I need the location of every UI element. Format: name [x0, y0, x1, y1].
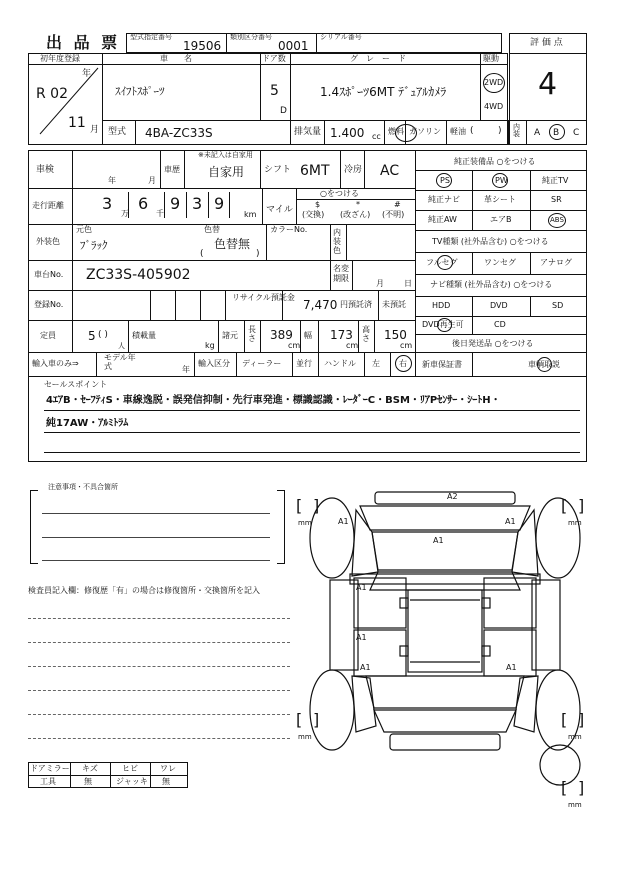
navi-type-label: ナビ種類 (社外品含む) ○をつける	[430, 280, 553, 289]
damage-mark-rear-right: A1	[506, 663, 517, 672]
tread-rr-close: ]	[578, 710, 585, 729]
handle-right: 右	[399, 359, 407, 368]
exterior-color-label: 外装色	[36, 237, 60, 246]
equip-airbag: エアB	[490, 215, 512, 224]
damage-mark-hood: A1	[433, 536, 444, 545]
exchange-symbol: $	[315, 200, 321, 209]
equip-leather: 革シート	[484, 195, 516, 204]
name-change-label: 名変期限	[333, 264, 349, 283]
damage-mark-door-rl: A1	[356, 633, 367, 642]
mileage-sen: 千	[156, 209, 164, 218]
dvd-play-circle	[437, 318, 452, 332]
mileage-label: 走行距離	[32, 201, 64, 210]
sales-line-1: 4ｴｱB・ｾｰﾌﾃｨS・車線逸脱・誤発信抑制・先行車発進・標識認識・ﾚｰﾀﾞｰC・BSM・ﾘｱPｾﾝｻｰ・ｼｰﾄH・	[46, 395, 501, 406]
table-header-break: ワレ	[160, 764, 176, 773]
import-label: 輸入車のみ⇒	[32, 359, 79, 368]
tv-fullseg: フルセグ	[426, 258, 458, 267]
recycle-label: リサイクル預託金	[232, 293, 295, 302]
category-label: 類別区分番号	[230, 33, 272, 41]
recycle-unpaid: 未預託	[382, 300, 406, 309]
table-header-scratch: キズ	[82, 764, 98, 773]
tread-rr-open: [	[561, 710, 568, 729]
equip-navi: 純正ナビ	[428, 195, 460, 204]
tread-rl-mm: mm	[298, 733, 312, 741]
manual-circle	[537, 357, 552, 372]
later-label: 後日発送品 ○をつける	[452, 339, 534, 348]
navi-dvd: DVD	[490, 301, 508, 310]
import-div-label: 輸入区分	[198, 359, 230, 368]
mileage-digit-3: 9	[170, 194, 181, 213]
repaint-paren-close: )	[256, 249, 260, 259]
table-header-crack: ヒビ	[122, 764, 138, 773]
import-parallel: 並行	[296, 359, 312, 368]
fuel-diesel: 軽油	[450, 127, 466, 136]
notes-label: 注意事項・不具合箇所	[48, 483, 118, 491]
year-unit: 年	[82, 69, 92, 79]
unknown-label: (不明)	[382, 210, 405, 219]
inspection-label: 車検	[36, 165, 55, 175]
fuel-label: 燃料	[388, 127, 404, 136]
repaint-label: 色替	[204, 225, 220, 234]
load-unit: kg	[205, 341, 215, 350]
drive-2wd: 2WD	[484, 78, 504, 87]
tv-analog: アナログ	[540, 258, 572, 267]
table-tool: 工具	[40, 777, 56, 786]
capacity-paren: ( )	[98, 330, 108, 340]
interior-c: C	[573, 128, 580, 138]
damage-mark-rear-left: A1	[360, 663, 371, 672]
fuel-paren-open: (	[470, 126, 474, 136]
sales-line-2: 純17AW・ｱﾙﾐﾄﾗﾑ	[46, 418, 129, 429]
tread-spare-mm: mm	[568, 801, 582, 809]
table-jack-value: 無	[162, 777, 170, 786]
cooler-label: 冷房	[344, 165, 363, 175]
fullseg-circle	[437, 255, 453, 270]
equip-tv: 純正TV	[542, 176, 569, 185]
grade-value: 1.4ｽﾎﾟｰﾂ6MT ﾃﾞｭｱﾙｶﾒﾗ	[320, 85, 447, 99]
orig-color-label: 元色	[76, 225, 92, 234]
mileage-man: 万	[121, 209, 129, 218]
rating-value: 4	[538, 67, 558, 102]
width-unit: cm	[346, 341, 359, 350]
mileage-digit-2: 6	[138, 194, 149, 213]
mileage-km: km	[244, 210, 257, 219]
unknown-symbol: #	[394, 200, 401, 209]
tread-fl-close: ]	[313, 496, 320, 515]
table-header-mirror: ドアミラー	[30, 764, 70, 773]
navi-dvd-play: DVD再生可	[422, 320, 464, 329]
capacity-value: 5	[88, 329, 96, 343]
color-no-label: カラーNo.	[270, 225, 308, 234]
equip-abs: ABS	[550, 216, 564, 224]
table-tool-value: 無	[84, 777, 92, 786]
later-manual: 車輌取説	[528, 360, 560, 369]
first-reg-year: R 02	[36, 86, 68, 102]
first-reg-label: 初年度登録	[40, 54, 80, 63]
repaint-paren-open: (	[200, 249, 204, 259]
load-label: 積載量	[132, 331, 156, 340]
displacement-label: 排気量	[294, 127, 322, 137]
serial-label: シリアル番号	[320, 33, 362, 41]
damage-mark-door-fl: A1	[356, 583, 367, 592]
reg-no-label: 登録No.	[34, 300, 64, 309]
modified-label: (改ざん)	[340, 210, 371, 219]
model-year-unit: 年	[182, 365, 190, 374]
height-label: 高さ	[362, 325, 370, 343]
interior-b: B	[553, 128, 560, 138]
sales-label: セールスポイント	[44, 380, 108, 389]
dims-label: 諸元	[222, 331, 238, 340]
tread-rr-mm: mm	[568, 733, 582, 741]
width-label: 幅	[304, 331, 312, 340]
tread-rl-open: [	[296, 710, 303, 729]
navi-hdd: HDD	[432, 301, 451, 310]
equip-aw: 純正AW	[428, 215, 457, 224]
page-title: 出 品 票	[46, 33, 121, 52]
type-approval-value: 19506	[183, 39, 222, 53]
interior-label: 内装	[513, 123, 520, 138]
interior-color-label: 内装色	[333, 228, 341, 255]
mileage-digit-4: 3	[192, 194, 203, 213]
damage-mark-front-right: A1	[505, 517, 516, 526]
model-year-label: モデル年式	[104, 353, 136, 371]
displacement-unit: cc	[372, 132, 381, 141]
equip-sr: SR	[551, 195, 562, 204]
fuel-paren-close: )	[498, 126, 502, 136]
history-value: 自家用	[208, 165, 245, 179]
history-note: ※未記入は自家用	[198, 151, 253, 159]
tread-rl-close: ]	[313, 710, 320, 729]
table-jack: ジャッキ	[116, 777, 148, 786]
length-unit: cm	[288, 341, 301, 350]
inspection-month: 月	[148, 176, 156, 185]
history-label: 車歴	[164, 165, 180, 174]
oem-label: 純正装備品 ○をつける	[454, 157, 536, 166]
doors-label: ドア数	[262, 54, 286, 63]
rating-label: 評 価 点	[530, 38, 563, 48]
tread-fr-open: [	[561, 496, 568, 515]
height-value: 150	[384, 328, 407, 342]
later-warranty: 新車保証書	[422, 360, 462, 369]
month-unit: 月	[90, 125, 100, 135]
fuel-gasoline: ガソリン	[409, 127, 441, 136]
tread-fl-open: [	[296, 496, 303, 515]
name-change-month: 月	[376, 279, 384, 288]
mile-label: マイル	[266, 205, 293, 215]
modified-symbol: *	[356, 200, 360, 209]
recycle-value: 7,470	[303, 298, 338, 312]
cooler-value: AC	[380, 163, 400, 179]
import-dealer: ディーラー	[242, 359, 282, 368]
tread-fr-mm: mm	[568, 519, 582, 527]
mileage-digit-1: 3	[102, 194, 113, 213]
tv-type-label: TV種類 (社外品含む) ○をつける	[432, 237, 549, 246]
shift-value: 6MT	[300, 163, 330, 179]
type-approval-label: 型式指定番号	[130, 33, 172, 41]
height-unit: cm	[400, 341, 413, 350]
damage-mark-front-bumper: A2	[447, 492, 458, 501]
repaint-value: 色替無	[214, 237, 251, 251]
tv-oneseg: ワンセグ	[484, 258, 516, 267]
navi-cd: CD	[494, 320, 506, 329]
drive-4wd: 4WD	[484, 102, 504, 111]
tread-fl-mm: mm	[298, 519, 312, 527]
handle-label: ハンドル	[324, 359, 356, 368]
car-damage-diagram	[290, 470, 600, 810]
notes-bracket-right	[277, 490, 285, 564]
fuel-selected-circle	[395, 124, 417, 142]
equip-pw: PW	[495, 176, 508, 185]
chassis-value: ZC33S-405902	[86, 267, 191, 283]
model-label: 型式	[108, 127, 127, 137]
doors-value: 5	[270, 83, 279, 99]
length-label: 長さ	[248, 325, 256, 343]
inspection-year: 年	[108, 176, 116, 185]
category-value: 0001	[278, 39, 309, 53]
car-name-label: 車 名	[160, 54, 192, 63]
capacity-unit: 人	[118, 342, 125, 350]
damage-mark-front-left: A1	[338, 517, 349, 526]
doors-sub: D	[280, 106, 287, 116]
model-value: 4BA-ZC33S	[145, 126, 213, 140]
name-change-day: 日	[404, 279, 412, 288]
equip-ps: PS	[440, 176, 450, 185]
width-value: 173	[330, 328, 353, 342]
car-name-value: ｽｲﾌﾄｽﾎﾟｰﾂ	[115, 85, 165, 98]
tread-fr-close: ]	[578, 496, 585, 515]
drive-label: 駆動	[483, 54, 499, 63]
mileage-digit-5: 9	[214, 194, 225, 213]
odometer-circle-note: ○をつける	[320, 189, 359, 198]
tread-spare-open: [	[561, 778, 568, 797]
displacement-value: 1.400	[330, 126, 365, 140]
navi-sd: SD	[552, 301, 564, 310]
recycle-unit: 円預託済	[340, 300, 372, 309]
notes-bracket-left	[30, 490, 38, 564]
interior-a: A	[534, 128, 541, 138]
grade-label: グ レ ー ド	[350, 54, 406, 63]
chassis-label: 車台No.	[34, 270, 64, 279]
first-reg-month: 11	[68, 115, 86, 131]
handle-left: 左	[372, 359, 380, 368]
length-value: 389	[270, 328, 293, 342]
capacity-label: 定員	[40, 331, 56, 340]
exchange-label: (交換)	[302, 210, 325, 219]
inspector-label: 検査員記入欄：修復歴「有」の場合は修復箇所・交換箇所を記入	[28, 586, 260, 595]
shift-label: シフト	[264, 165, 292, 175]
tread-spare-close: ]	[578, 778, 585, 797]
color-value: ﾌﾞﾗｯｸ	[80, 239, 108, 252]
